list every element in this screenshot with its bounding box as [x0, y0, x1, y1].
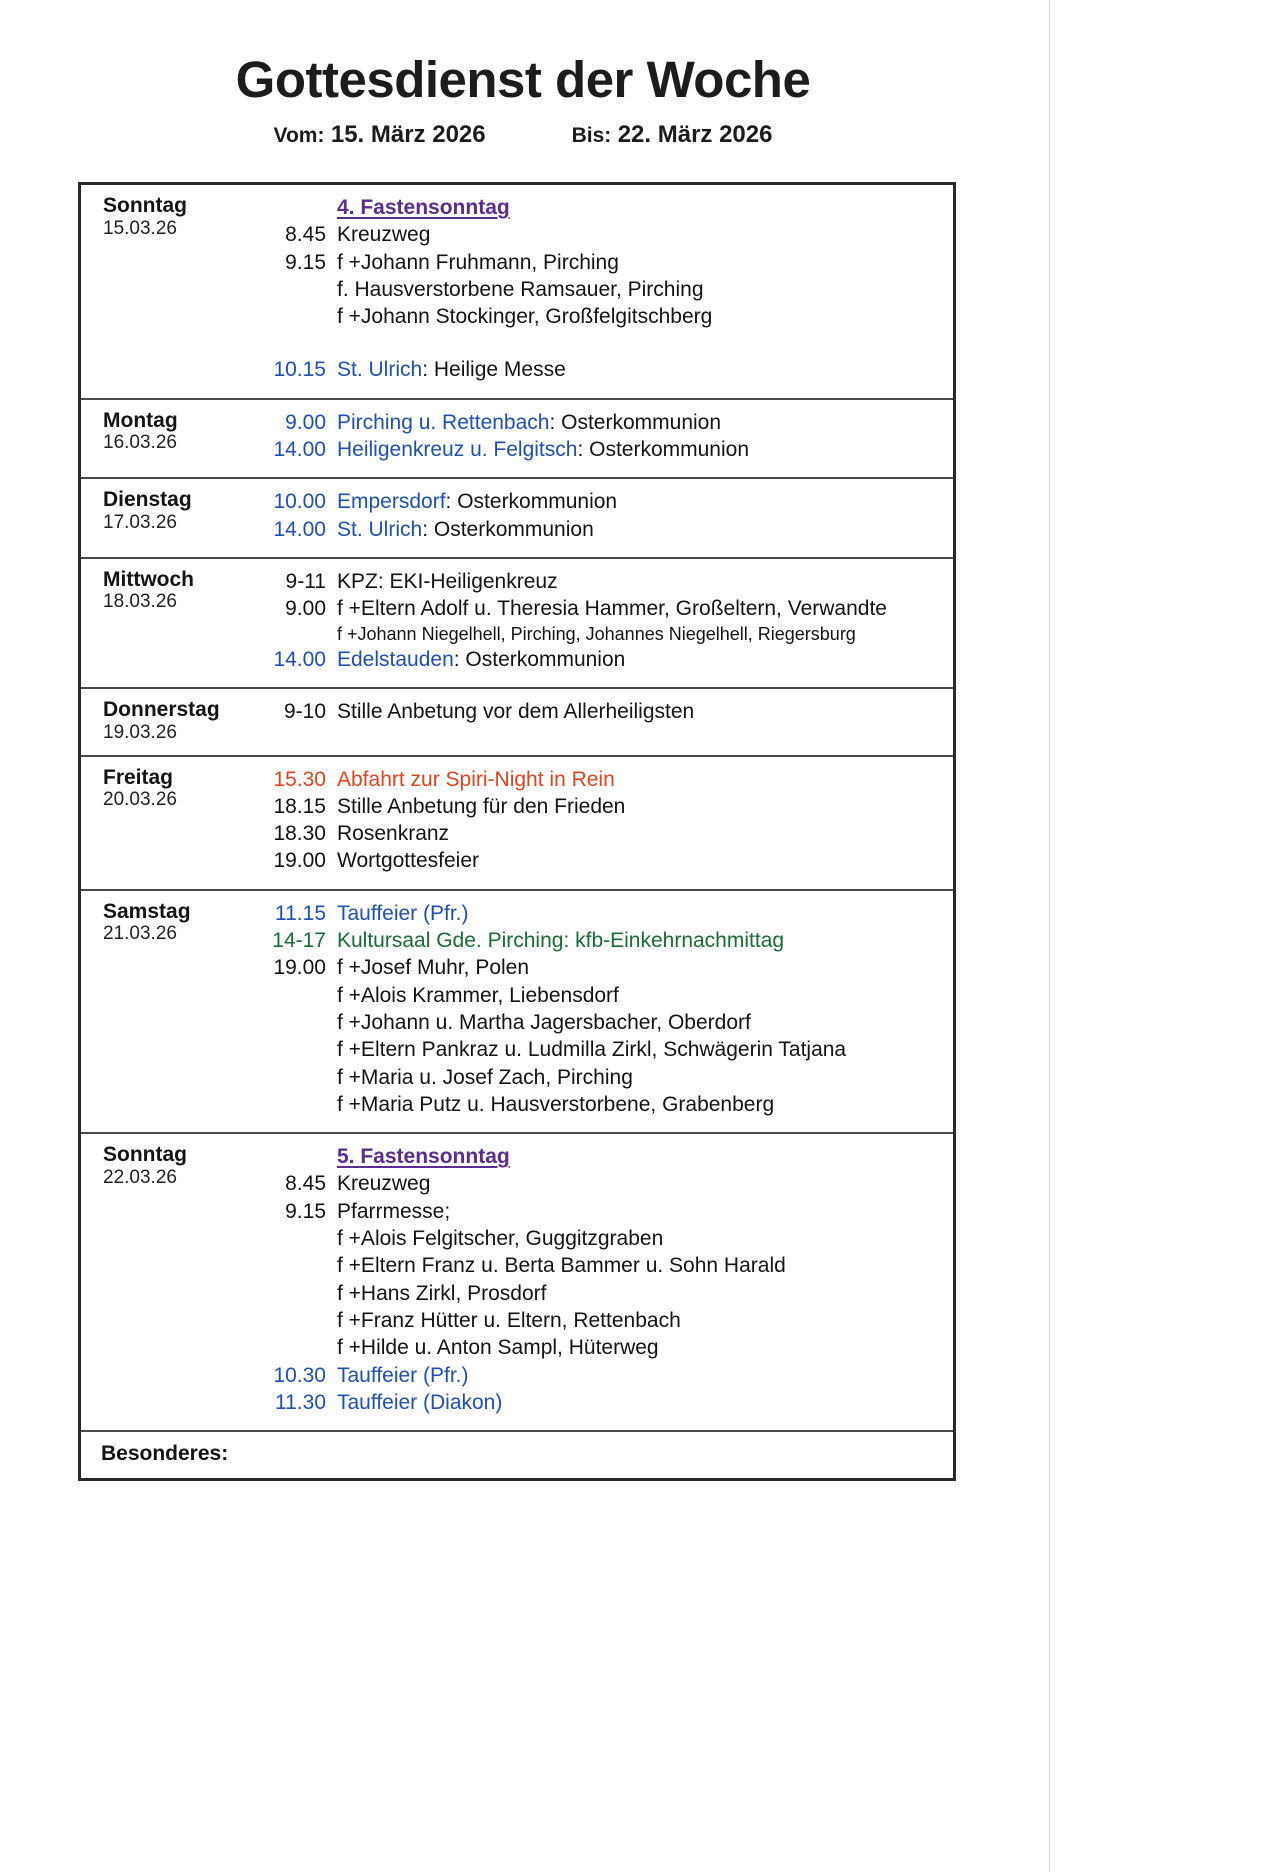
table-row — [81, 689, 953, 756]
event-time: 9.00 — [285, 410, 326, 434]
day-events — [251, 185, 953, 398]
event-text — [337, 221, 430, 248]
event-text-segment: : Osterkommunion — [453, 647, 626, 671]
event-text — [337, 646, 625, 673]
event-text-segment: Kreuzweg — [337, 1172, 431, 1196]
feast-heading — [251, 194, 945, 221]
event-text — [337, 568, 558, 595]
page-title: Gottesdienst der Woche — [235, 51, 811, 108]
event-text-segment: f +Alois Felgitscher, Guggitzgraben — [337, 1227, 664, 1251]
event-line — [251, 698, 945, 725]
event-text — [337, 1143, 510, 1170]
event-line — [251, 646, 945, 673]
event-time: 9.15 — [285, 1199, 326, 1223]
day-name: Freitag — [103, 765, 174, 789]
event-line — [251, 1036, 945, 1063]
event-text — [337, 954, 529, 981]
event-text-segment: Wortgottesfeier — [337, 849, 480, 873]
event-time: 11.15 — [275, 901, 326, 925]
event-text-segment: Pfarrmesse; — [337, 1199, 451, 1223]
event-time: 9.15 — [285, 250, 326, 274]
event-text-segment: : Osterkommunion — [422, 517, 594, 541]
event-text-segment: : Osterkommunion — [577, 438, 750, 462]
event-line — [251, 847, 945, 874]
event-text — [337, 1252, 786, 1279]
day-events — [251, 479, 953, 557]
event-line — [251, 1170, 945, 1197]
event-text — [337, 1170, 430, 1197]
day-date: 17.03.26 — [103, 511, 177, 533]
event-line — [251, 927, 945, 954]
day-name: Donnerstag — [103, 698, 220, 722]
event-line — [251, 276, 945, 303]
day-cell — [81, 689, 251, 754]
date-to-value: 22. März 2026 — [617, 121, 773, 149]
day-date: 22.03.26 — [103, 1166, 177, 1188]
event-text — [337, 766, 615, 793]
event-text-segment: f +Hans Zirkl, Prosdorf — [337, 1281, 547, 1305]
event-time: 10.00 — [273, 490, 326, 514]
event-line — [251, 303, 945, 330]
event-text — [337, 1280, 546, 1307]
event-text — [337, 303, 712, 330]
event-text — [337, 1334, 659, 1361]
event-text — [337, 356, 566, 383]
event-line — [251, 436, 945, 463]
event-text — [337, 409, 721, 436]
feast-heading — [251, 1143, 945, 1170]
event-line — [251, 623, 945, 646]
event-text — [337, 1225, 663, 1252]
event-time: 14.00 — [273, 517, 326, 541]
event-text-segment: 5. Fastensonntag — [337, 1145, 510, 1169]
event-text — [337, 1198, 450, 1225]
event-text-segment: f +Johann Stockinger, Großfelgitschberg — [337, 305, 713, 329]
day-date: 16.03.26 — [103, 432, 177, 454]
event-line — [251, 793, 945, 820]
day-date: 19.03.26 — [103, 721, 177, 743]
day-name: Samstag — [103, 899, 191, 923]
day-date: 21.03.26 — [103, 923, 177, 945]
event-text-segment: KPZ: EKI-Heiligenkreuz — [337, 569, 558, 593]
event-text-segment: : Osterkommunion — [549, 410, 722, 434]
event-line — [251, 1334, 945, 1361]
day-events — [251, 891, 953, 1132]
day-name: Mittwoch — [103, 567, 194, 591]
event-text-segment: Pirching u. Rettenbach — [337, 410, 550, 434]
event-line — [251, 1362, 945, 1389]
event-text — [337, 1362, 469, 1389]
event-text-segment: Tauffeier (Pfr.) — [337, 901, 469, 925]
event-text-segment: f +Eltern Adolf u. Theresia Hammer, Großeltern, Verwandte — [337, 597, 887, 621]
event-line — [251, 1091, 945, 1118]
event-line — [251, 1307, 945, 1334]
event-text-segment: Abfahrt zur Spiri-Night in Rein — [337, 767, 615, 791]
day-events — [251, 400, 953, 478]
event-time: 11.30 — [275, 1390, 326, 1414]
event-text — [337, 488, 617, 515]
event-text-segment: f +Alois Krammer, Liebensdorf — [337, 983, 619, 1007]
event-line — [251, 1198, 945, 1225]
document-header — [0, 52, 1046, 149]
day-date: 20.03.26 — [103, 789, 177, 811]
event-line — [251, 1280, 945, 1307]
event-line — [251, 568, 945, 595]
event-line — [251, 1064, 945, 1091]
event-text-segment: Tauffeier (Pfr.) — [337, 1363, 469, 1387]
event-time: 14.00 — [273, 647, 326, 671]
day-events — [251, 757, 953, 889]
day-date: 18.03.26 — [103, 591, 177, 613]
date-from-value: 15. März 2026 — [330, 121, 486, 149]
table-row — [81, 1134, 953, 1430]
event-text-segment: f. Hausverstorbene Ramsauer, Pirching — [337, 277, 704, 301]
event-text — [337, 249, 619, 276]
event-text — [337, 276, 704, 303]
table-row — [81, 479, 953, 559]
event-text-segment: f +Johann Fruhmann, Pirching — [337, 250, 619, 274]
event-line — [251, 595, 945, 622]
besonderes-row — [81, 1430, 953, 1478]
date-from-label: Vom: — [273, 124, 325, 148]
event-text — [337, 900, 469, 927]
event-line — [251, 356, 945, 383]
event-line — [251, 1252, 945, 1279]
date-range — [0, 121, 1046, 149]
day-cell — [81, 891, 251, 1132]
event-line — [251, 982, 945, 1009]
event-text — [337, 982, 619, 1009]
day-cell — [81, 479, 251, 557]
event-text-segment: Tauffeier (Diakon) — [337, 1390, 503, 1414]
event-text-segment: f +Franz Hütter u. Eltern, Rettenbach — [337, 1308, 681, 1332]
table-row — [81, 757, 953, 891]
event-text — [337, 595, 887, 622]
event-text — [337, 847, 479, 874]
event-text-segment: f +Johann u. Martha Jagersbacher, Oberdorf — [337, 1010, 751, 1034]
date-from — [274, 121, 486, 149]
table-row — [81, 185, 953, 400]
event-text — [337, 623, 856, 646]
event-line — [251, 766, 945, 793]
day-name: Sonntag — [103, 1143, 187, 1167]
event-text-segment: Heiligenkreuz u. Felgitsch — [337, 438, 578, 462]
event-text-segment: Empersdorf — [337, 490, 446, 514]
event-text-segment: St. Ulrich — [337, 517, 423, 541]
event-text-segment: Rosenkranz — [337, 822, 450, 846]
event-text-segment: Stille Anbetung vor dem Allerheiligsten — [337, 700, 695, 724]
schedule-table — [78, 182, 956, 1481]
event-line — [251, 954, 945, 981]
event-time: 18.30 — [273, 822, 326, 846]
event-time: 9-10 — [283, 700, 326, 724]
event-text — [337, 1009, 751, 1036]
event-spacer — [251, 330, 945, 356]
event-text-segment: Edelstauden — [337, 647, 454, 671]
event-text — [337, 194, 510, 221]
event-time: 9-11 — [285, 569, 326, 593]
event-text-segment: Kreuzweg — [337, 223, 431, 247]
event-text — [337, 820, 449, 847]
day-events — [251, 1134, 953, 1430]
event-time: 8.45 — [285, 1172, 326, 1196]
date-to — [572, 121, 773, 149]
event-text-segment: f +Josef Muhr, Polen — [337, 956, 530, 980]
event-text-segment: f +Eltern Franz u. Berta Bammer u. Sohn Harald — [337, 1254, 786, 1278]
event-line — [251, 1389, 945, 1416]
table-row — [81, 400, 953, 480]
day-name: Sonntag — [103, 194, 187, 217]
event-line — [251, 249, 945, 276]
event-time: 14.00 — [273, 438, 326, 462]
event-text-segment: f +Eltern Pankraz u. Ludmilla Zirkl, Schwägerin Tatjana — [337, 1038, 847, 1062]
event-text-segment: : Heilige Messe — [422, 358, 566, 382]
event-time: 8.45 — [285, 223, 326, 247]
event-text-segment: St. Ulrich — [337, 358, 423, 382]
event-time: 14-17 — [272, 929, 326, 953]
event-text — [337, 927, 784, 954]
event-text — [337, 1307, 681, 1334]
date-to-label: Bis: — [571, 124, 612, 148]
besonderes-label: Besonderes: — [101, 1442, 229, 1466]
event-time: 19.00 — [273, 956, 326, 980]
event-time: 10.30 — [273, 1363, 326, 1387]
day-events — [251, 559, 953, 687]
table-row — [81, 891, 953, 1134]
event-text — [337, 436, 749, 463]
day-name: Montag — [103, 408, 178, 432]
event-text-segment: f +Maria Putz u. Hausverstorbene, Grabenberg — [337, 1092, 775, 1116]
event-line — [251, 409, 945, 436]
event-line — [251, 820, 945, 847]
event-time: 9.00 — [285, 597, 326, 621]
day-cell — [81, 1134, 251, 1430]
event-line — [251, 221, 945, 248]
event-time: 19.00 — [273, 849, 326, 873]
event-text — [337, 1064, 633, 1091]
day-date: 15.03.26 — [103, 217, 177, 239]
event-text-segment: f +Johann Niegelhell, Pirching, Johannes Niegelhell, Riegersburg — [337, 623, 856, 644]
event-text — [337, 1091, 774, 1118]
day-cell — [81, 757, 251, 889]
event-line — [251, 488, 945, 515]
day-events — [251, 689, 953, 754]
event-text — [337, 1036, 846, 1063]
event-text — [337, 516, 594, 543]
event-line — [251, 1225, 945, 1252]
event-time: 15.30 — [273, 767, 326, 791]
event-line — [251, 900, 945, 927]
day-cell — [81, 400, 251, 478]
event-time: 10.15 — [273, 358, 326, 382]
table-row — [81, 559, 953, 689]
day-cell — [81, 559, 251, 687]
event-text-segment: : Osterkommunion — [445, 490, 618, 514]
day-name: Dienstag — [103, 488, 192, 512]
event-text-segment: f +Maria u. Josef Zach, Pirching — [337, 1065, 633, 1089]
event-text — [337, 1389, 502, 1416]
event-time: 18.15 — [273, 794, 326, 818]
event-text-segment: 4. Fastensonntag — [337, 196, 510, 219]
event-text — [337, 698, 694, 725]
event-text-segment: Stille Anbetung für den Frieden — [337, 794, 626, 818]
event-text-segment: Kultursaal Gde. Pirching: kfb-Einkehrnachmittag — [337, 929, 785, 953]
event-text — [337, 793, 625, 820]
event-text-segment: f +Hilde u. Anton Sampl, Hüterweg — [337, 1336, 659, 1360]
day-cell — [81, 185, 251, 398]
event-line — [251, 516, 945, 543]
scan-edge — [1049, 0, 1261, 1872]
event-line — [251, 1009, 945, 1036]
